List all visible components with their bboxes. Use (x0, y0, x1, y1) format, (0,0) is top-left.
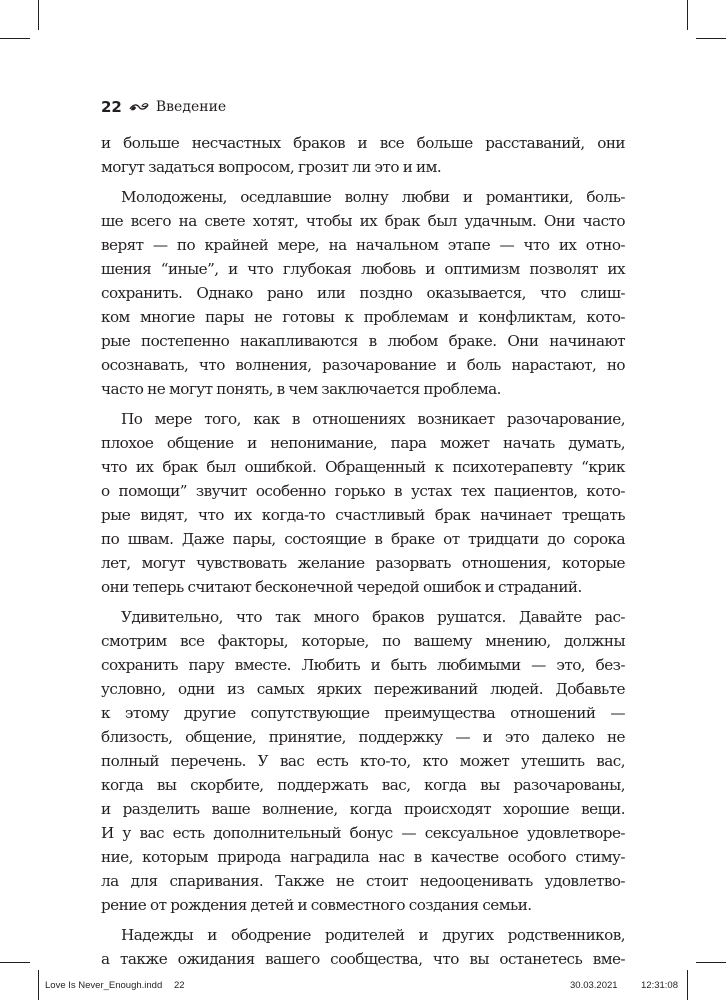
text-line: плохое общение и непонимание, пара может начать думать, (101, 434, 625, 452)
crop-mark (0, 38, 30, 39)
slug-date: 30.03.2021 (570, 980, 618, 991)
crop-mark (687, 0, 688, 30)
text-line: смотрим все факторы, которые, по вашему мнению, должны (101, 632, 625, 650)
page-number: 22 (101, 98, 122, 116)
text-line: ше всего на свете хотят, чтобы их брак был удачным. Они часто (101, 212, 625, 230)
text-line: По мере того, как в отношениях возникает разочарование, (121, 410, 625, 428)
crop-mark (696, 38, 726, 39)
text-line: о помощи” звучит особенно горько в устах тех пациентов, кото- (101, 482, 625, 500)
text-line: могут задаться вопросом, грозит ли это и им. (101, 158, 442, 176)
leaf-swirl-icon (129, 101, 149, 113)
slug-filename: Love Is Never_Enough.indd (45, 980, 163, 991)
text-line: Удивительно, что так много браков рушатся. Давайте рас- (121, 608, 625, 626)
text-line: они теперь считают бесконечной чередой ошибок и страданий. (101, 578, 582, 596)
slug-page: 22 (174, 980, 185, 991)
text-line: по швам. Даже пары, состоящие в браке от тридцати до сорока (101, 530, 625, 548)
paragraph (101, 185, 625, 401)
running-header (101, 95, 226, 119)
paragraph (101, 407, 625, 599)
crop-mark (696, 962, 726, 963)
text-line: верят — по крайней мере, на начальном этапе — что их отно- (101, 236, 625, 254)
crop-mark (0, 962, 30, 963)
text-line: ние, которым природа наградила нас в качестве особого стиму- (101, 848, 625, 866)
text-line: рые постепенно накапливаются в любом браке. Они начинают (101, 332, 625, 350)
text-line: когда вы скорбите, поддержать вас, когда вы разочарованы, (101, 776, 625, 794)
text-line: сохранить. Однако рано или поздно оказывается, что слиш- (101, 284, 625, 302)
text-line: осознавать, что волнения, разочарование и боль нарастают, но (101, 356, 625, 374)
text-line: сохранить пару вместе. Любить и быть любимыми — это, без- (101, 656, 625, 674)
text-line: рые видят, что их когда-то счастливый брак начинает трещать (101, 506, 625, 524)
text-line: Надежды и ободрение родителей и других родственников, (121, 926, 625, 944)
text-line: к этому другие сопутствующие преимущества отношений — (101, 704, 625, 722)
text-line: близость, общение, принятие, поддержку — и это далеко не (101, 728, 625, 746)
paragraph (101, 605, 625, 917)
text-line: рение от рождения детей и совместного создания семьи. (101, 896, 532, 914)
slug-time: 12:31:08 (641, 980, 678, 991)
paragraph (101, 923, 625, 971)
paragraph (101, 131, 625, 179)
body-text (101, 131, 625, 971)
text-line: И у вас есть дополнительный бонус — сексуальное удовлетворе- (101, 824, 625, 842)
text-line: полный перечень. У вас есть кто-то, кто может утешить вас, (101, 752, 625, 770)
text-line: что их брак был ошибкой. Обращенный к психотерапевту “крик (101, 458, 625, 476)
text-line: и разделить ваше волнение, когда происходят хорошие вещи. (101, 800, 625, 818)
print-slug (0, 980, 726, 994)
text-line: ла для спаривания. Также не стоит недооценивать удовлетво- (101, 872, 625, 890)
text-line: шения “иные”, и что глубокая любовь и оптимизм позволят их (101, 260, 625, 278)
text-line: и больше несчастных браков и все больше расставаний, они (101, 134, 625, 152)
text-line: условно, одни из самых ярких переживаний людей. Добавьте (101, 680, 625, 698)
text-line: часто не могут понять, в чем заключается проблема. (101, 380, 501, 398)
chapter-title: Введение (155, 99, 227, 115)
text-line: Молодожены, оседлавшие волну любви и романтики, боль- (121, 188, 625, 206)
text-line: а также ожидания вашего сообщества, что вы останетесь вме- (101, 950, 625, 968)
crop-mark (38, 0, 39, 30)
text-line: ком многие пары не готовы к проблемам и конфликтам, кото- (101, 308, 625, 326)
text-line: лет, могут чувствовать желание разорвать отношения, которые (101, 554, 625, 572)
